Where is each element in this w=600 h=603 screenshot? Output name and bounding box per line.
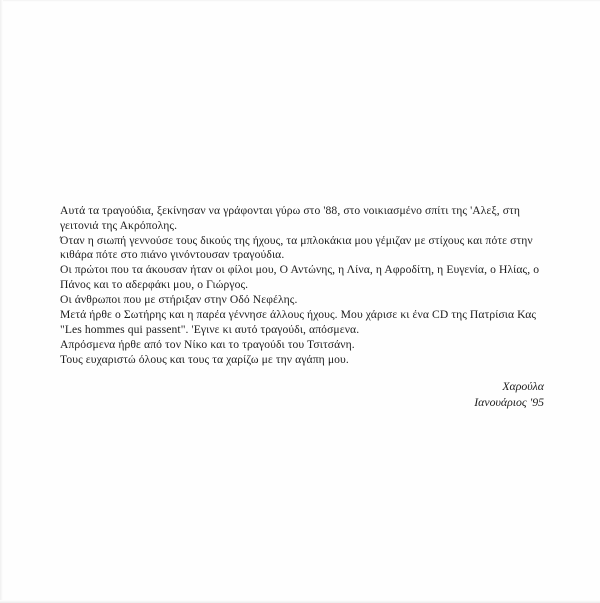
scan-edge-left	[0, 0, 3, 603]
signature-date: Ιανουάριος '95	[474, 394, 544, 409]
paragraph: Οι άνθρωποι που με στήριξαν στην Οδό Νεφέλης.	[60, 293, 298, 307]
liner-notes-body	[60, 204, 544, 368]
paragraph: Τους ευχαριστώ όλους και τους τα χαρίζω με την αγάπη μου.	[60, 352, 349, 366]
signature-block	[474, 379, 544, 410]
paragraph: Όταν η σιωπή γεννούσε τους δικούς της ήχους, τα μπλοκάκια μου γέμιζαν με στίχους και πότε στην κιθάρα πότε στο πιάνο γινόντουσαν τραγούδια.	[60, 233, 533, 262]
paragraph: Αυτά τα τραγούδια, ξεκίνησαν να γράφονται γύρω στο '88, στο νοικιασμένο σπίτι της 'Αλεξ, στη γειτονιά της Ακρόπολης.	[60, 204, 520, 232]
paragraph: Μετά ήρθε ο Σωτήρης και η παρέα γέννησε άλλους ήχους. Μου χάρισε κι ένα CD της Πατρίσια Κας "Les hommes qui passent". 'Εγινε κι αυτό τραγούδι, απόσμενα.	[60, 308, 537, 336]
paragraph: Οι πρώτοι που τα άκουσαν ήταν οι φίλοι μου, Ο Αντώνης, η Λίνα, η Αφροδίτη, η Ευγενία, ο Ηλίας, ο Πάνος και το αδερφάκι μου, ο Γιώργος.	[60, 263, 540, 291]
signature-name: Χαρούλα	[502, 379, 544, 393]
paragraph: Απρόσμενα ήρθε από τον Νίκο και το τραγούδι του Τσιτσάνη.	[60, 337, 355, 351]
scan-edge-top	[0, 0, 600, 2]
